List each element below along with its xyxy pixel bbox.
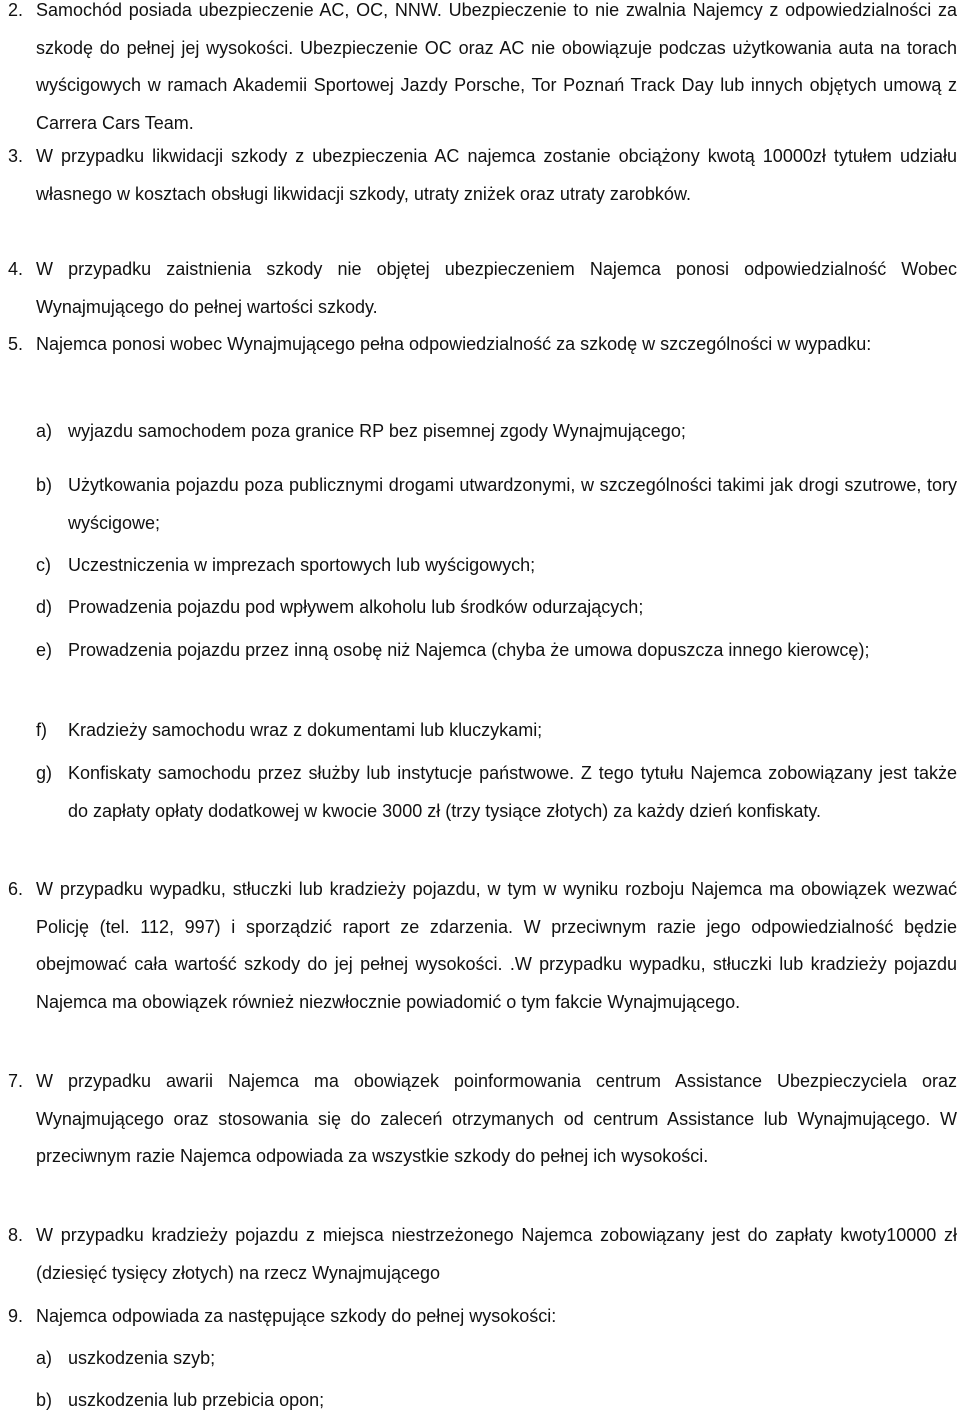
sub-item-text: Konfiskaty samochodu przez służby lub instytucje państwowe. Z tego tytułu Najemca zobowiązany jest także do zapłaty opłaty dodatkowej w kwocie 3000 zł (trzy tysiące złotych) za każdy dzień konfiskaty. xyxy=(68,763,957,821)
sub-item-text: uszkodzenia lub przebicia opon; xyxy=(68,1390,325,1410)
sub-item-label: e) xyxy=(36,640,53,660)
sub-item-text: uszkodzenia szyb; xyxy=(68,1348,216,1368)
sub-item-label: d) xyxy=(36,597,53,617)
item-text: Najemca ponosi wobec Wynajmującego pełna odpowiedzialność za szkodę w szczególności w wypadku: xyxy=(36,334,872,354)
sub-item-label: b) xyxy=(36,475,53,495)
sub-item-text: Uczestniczenia w imprezach sportowych lub wyścigowych; xyxy=(68,555,536,575)
sub-item-label: a) xyxy=(36,1348,53,1368)
item-number: 7. xyxy=(8,1071,24,1091)
sub-item-text: Użytkowania pojazdu poza publicznymi drogami utwardzonymi, w szczególności takimi jak drogi szutrowe, tory wyścigowe; xyxy=(68,475,957,533)
item-text: W przypadku zaistnienia szkody nie objętej ubezpieczeniem Najemca ponosi odpowiedzialność Wobec Wynajmującego do pełnej wartości szkody. xyxy=(36,259,957,317)
item-number: 8. xyxy=(8,1225,24,1245)
sub-item-label: f) xyxy=(36,720,47,740)
item-text: W przypadku kradzieży pojazdu z miejsca niestrzeżonego Najemca zobowiązany jest do zapłaty kwoty10000 zł (dziesięć tysięcy złotych) na rzecz Wynajmującego xyxy=(36,1225,957,1283)
item-text: W przypadku likwidacji szkody z ubezpieczenia AC najemca zostanie obciążony kwotą 10000zł tytułem udziału własnego w kosztach obsługi likwidacji szkody, utraty zniżek oraz utraty zarobków. xyxy=(36,146,957,204)
sub-item-label: c) xyxy=(36,555,51,575)
sub-item-text: Kradzieży samochodu wraz z dokumentami lub kluczykami; xyxy=(68,720,543,740)
sub-item-label: b) xyxy=(36,1390,53,1410)
item-number: 2. xyxy=(8,0,24,20)
item-text: W przypadku wypadku, stłuczki lub kradzieży pojazdu, w tym w wyniku rozboju Najemca ma obowiązek wezwać Policję (tel. 112, 997) i sporządzić raport ze zdarzenia. W przeciwnym razie jego odpowiedzialność będzie obejmować cała wartość szkody do jej pełnej wysokości. .W przypadku wypadku, stłuczki lub kradzieży pojazdu Najemca ma obowiązek również niezwłocznie powiadomić o tym fakcie Wynajmującego. xyxy=(36,879,957,1012)
sub-item-text: Prowadzenia pojazdu przez inną osobę niż Najemca (chyba że umowa dopuszcza innego kierowcę); xyxy=(68,640,870,660)
item-text: Najemca odpowiada za następujące szkody do pełnej wysokości: xyxy=(36,1306,557,1326)
item-number: 6. xyxy=(8,879,24,899)
sub-item-label: g) xyxy=(36,763,53,783)
item-number: 5. xyxy=(8,334,24,354)
item-number: 4. xyxy=(8,259,24,279)
item-number: 3. xyxy=(8,146,24,166)
sub-item-label: a) xyxy=(36,421,53,441)
sub-item-text: Prowadzenia pojazdu pod wpływem alkoholu lub środków odurzających; xyxy=(68,597,644,617)
item-text: W przypadku awarii Najemca ma obowiązek poinformowania centrum Assistance Ubezpieczyciela oraz Wynajmującego oraz stosowania się do zaleceń otrzymanych od centrum Assistance lub Wynajmującego. W przeciwnym razie Najemca odpowiada za wszystkie szkody do pełnej ich wysokości. xyxy=(36,1071,957,1166)
item-text: Samochód posiada ubezpieczenie AC, OC, NNW. Ubezpieczenie to nie zwalnia Najemcy z odpowiedzialności za szkodę do pełnej jej wysokości. Ubezpieczenie OC oraz AC nie obowiązuje podczas użytkowania auta na torach wyścigowych w ramach Akademii Sportowej Jazdy Porsche, Tor Poznań Track Day lub innych objętych umową z Carrera Cars Team. xyxy=(36,0,957,133)
item-number: 9. xyxy=(8,1306,24,1326)
sub-item-text: wyjazdu samochodem poza granice RP bez pisemnej zgody Wynajmującego; xyxy=(68,421,686,441)
